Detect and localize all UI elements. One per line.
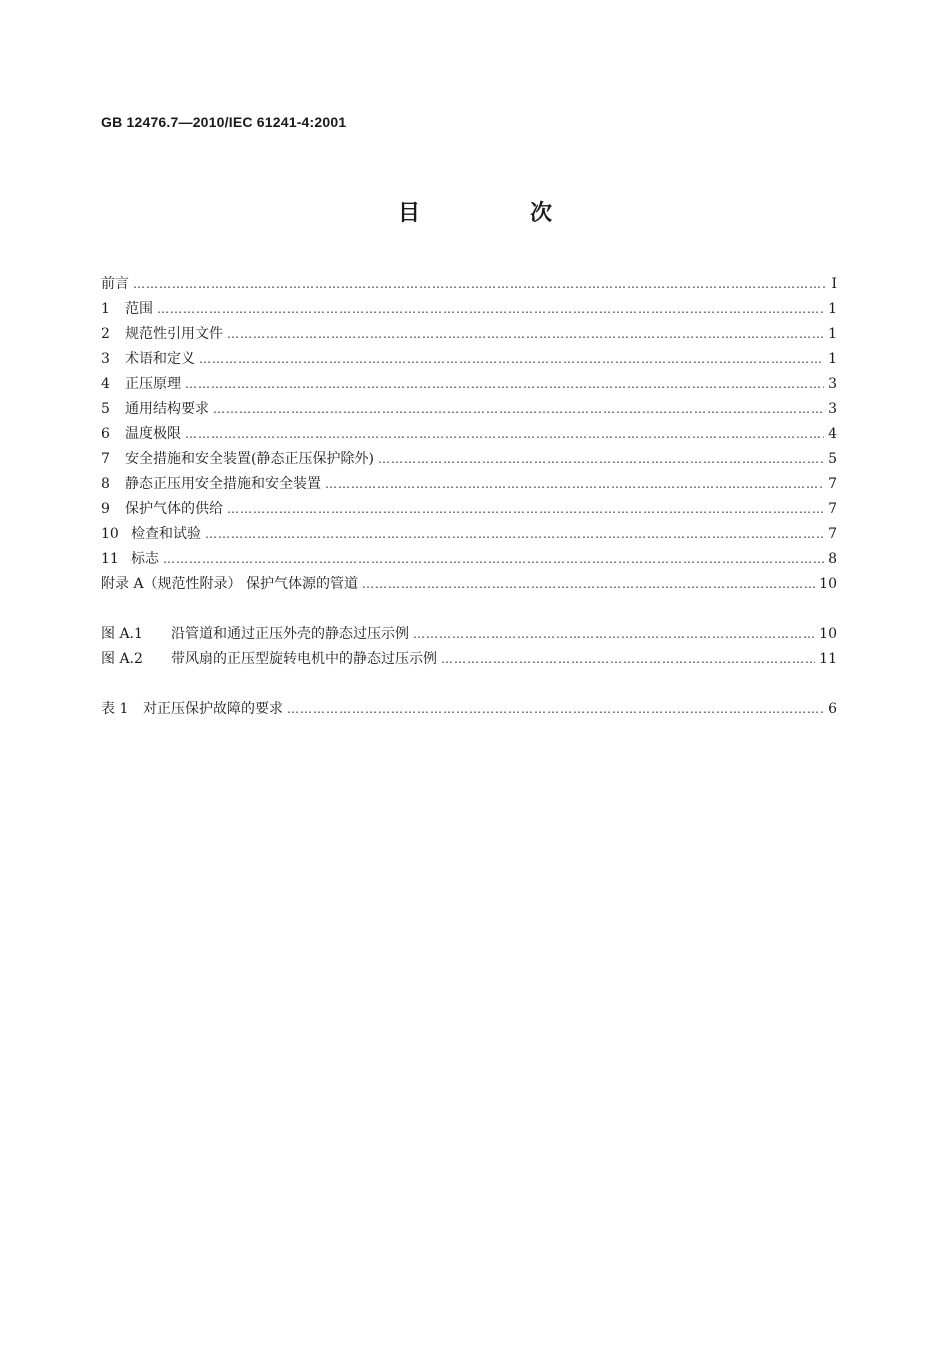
toc-entry-number: 1 <box>101 301 110 317</box>
toc-entry-page: 5 <box>828 451 837 467</box>
toc-entry-label: 正压原理 <box>125 376 181 392</box>
table-entry[interactable] <box>101 697 837 722</box>
figure-entry[interactable] <box>101 647 837 672</box>
section-spacer <box>101 672 837 697</box>
toc-entry-number: 3 <box>101 351 110 367</box>
page-title: 目 次 <box>397 201 596 226</box>
toc-entry-page: 1 <box>828 351 837 367</box>
toc-entry-page: 1 <box>828 326 837 342</box>
dot-leader <box>441 647 815 672</box>
dot-leader <box>287 697 824 722</box>
toc-entry[interactable] <box>101 372 837 397</box>
toc-entry-label: 标志 <box>131 551 159 567</box>
dot-leader <box>378 447 824 472</box>
dot-leader <box>185 422 824 447</box>
toc-entry-page: 7 <box>828 476 837 492</box>
toc-entry-page: 10 <box>819 576 837 592</box>
figure-entry-number: 图 A.1 <box>101 626 143 642</box>
toc-entry-page: 1 <box>828 301 837 317</box>
table-entry-number: 表 1 <box>101 701 129 717</box>
dot-leader <box>413 622 815 647</box>
toc-entry-label: 附录 A（规范性附录） 保护气体源的管道 <box>101 576 359 592</box>
toc-entry-page: 4 <box>828 426 837 442</box>
toc-entry[interactable] <box>101 547 837 572</box>
toc-entry-label: 通用结构要求 <box>125 401 209 417</box>
dot-leader <box>362 572 815 597</box>
toc-entry[interactable] <box>101 322 837 347</box>
toc-entry[interactable] <box>101 447 837 472</box>
section-spacer <box>101 597 837 622</box>
dot-leader <box>213 397 824 422</box>
toc-entry-number: 5 <box>101 401 110 417</box>
toc-entry-number: 6 <box>101 426 110 442</box>
toc-entry-label: 安全措施和安全装置(静态正压保护除外) <box>125 451 374 467</box>
toc-entry[interactable] <box>101 472 837 497</box>
table-entry-label: 对正压保护故障的要求 <box>143 701 283 717</box>
toc-entry-page: 3 <box>828 401 837 417</box>
dot-leader <box>199 347 824 372</box>
toc-entry-number: 4 <box>101 376 110 392</box>
toc-entry[interactable] <box>101 347 837 372</box>
toc-entry-label: 范围 <box>125 301 153 317</box>
toc-entry-label: 保护气体的供给 <box>125 501 223 517</box>
dot-leader <box>185 372 824 397</box>
toc-entry[interactable] <box>101 522 837 547</box>
dot-leader <box>227 322 824 347</box>
table-of-contents <box>101 272 837 722</box>
table-entry-page: 6 <box>828 701 837 717</box>
dot-leader <box>325 472 824 497</box>
toc-entry-number: 11 <box>101 551 119 567</box>
toc-entry-page: 7 <box>828 501 837 517</box>
toc-entry-label: 规范性引用文件 <box>125 326 223 342</box>
toc-entry[interactable] <box>101 272 837 297</box>
dot-leader <box>227 497 824 522</box>
toc-entry[interactable] <box>101 497 837 522</box>
toc-entry-number: 10 <box>101 526 119 542</box>
toc-entry-number: 2 <box>101 326 110 342</box>
toc-entry[interactable] <box>101 397 837 422</box>
standard-code: GB 12476.7—2010/IEC 61241-4:2001 <box>101 114 347 130</box>
figure-entry-number: 图 A.2 <box>101 651 143 667</box>
toc-entry[interactable] <box>101 572 837 597</box>
figure-entry-page: 10 <box>819 626 837 642</box>
dot-leader <box>205 522 824 547</box>
toc-entry-label: 检查和试验 <box>131 526 201 542</box>
toc-entry-number: 7 <box>101 451 110 467</box>
toc-entry-label: 温度极限 <box>125 426 181 442</box>
toc-entry[interactable] <box>101 422 837 447</box>
figure-entry-page: 11 <box>819 651 837 667</box>
toc-entry-page: 8 <box>828 551 837 567</box>
dot-leader <box>163 547 824 572</box>
toc-entry-page: Ⅰ <box>831 276 837 292</box>
dot-leader <box>133 272 825 297</box>
figure-entry[interactable] <box>101 622 837 647</box>
toc-entry-page: 7 <box>828 526 837 542</box>
toc-entry-label: 术语和定义 <box>125 351 195 367</box>
toc-entry-label: 静态正压用安全措施和安全装置 <box>125 476 321 492</box>
toc-entry-number: 8 <box>101 476 110 492</box>
toc-entry-label: 前言 <box>101 276 129 292</box>
toc-entry-number: 9 <box>101 501 110 517</box>
toc-entry-page: 3 <box>828 376 837 392</box>
toc-entry[interactable] <box>101 297 837 322</box>
figure-entry-label: 带风扇的正压型旋转电机中的静态过压示例 <box>171 651 437 667</box>
figure-entry-label: 沿管道和通过正压外壳的静态过压示例 <box>171 626 409 642</box>
dot-leader <box>157 297 824 322</box>
